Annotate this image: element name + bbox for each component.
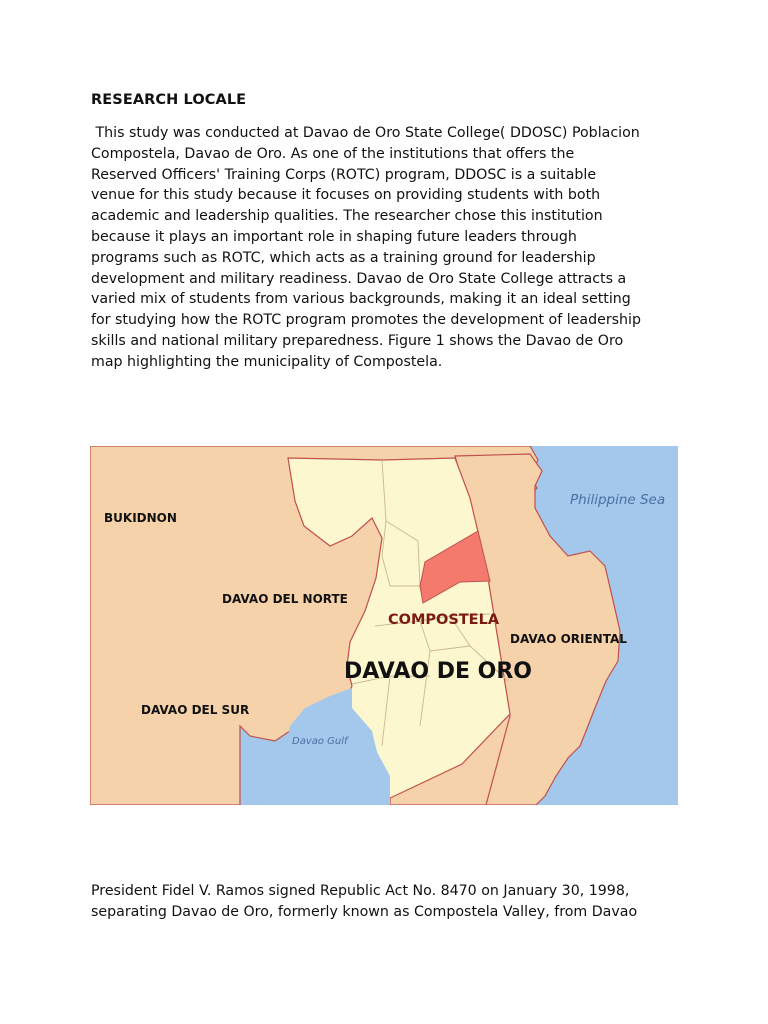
label-davao-del-norte: DAVAO DEL NORTE bbox=[222, 592, 348, 606]
text-line: Compostela, Davao de Oro. As one of the institutions that offers the bbox=[91, 145, 575, 162]
label-bukidnon: BUKIDNON bbox=[104, 511, 177, 525]
text-line: because it plays an important role in shaping future leaders through bbox=[91, 228, 577, 245]
text-line: programs such as ROTC, which acts as a training ground for leadership bbox=[91, 249, 596, 266]
text-line: Reserved Officers' Training Corps (ROTC) program, DDOSC is a suitable bbox=[91, 166, 597, 183]
text-line: This study was conducted at Davao de Oro State College( DDOSC) Poblacion bbox=[91, 125, 640, 141]
label-philippine-sea: Philippine Sea bbox=[570, 492, 666, 508]
section-heading: RESEARCH LOCALE bbox=[91, 92, 247, 108]
label-davao-de-oro: DAVAO DE ORO bbox=[344, 659, 533, 684]
text-line: academic and leadership qualities. The researcher chose this institution bbox=[91, 208, 603, 225]
davao-de-oro-map-figure bbox=[90, 446, 678, 805]
label-davao-gulf: Davao Gulf bbox=[292, 736, 348, 747]
label-davao-del-sur: DAVAO DEL SUR bbox=[141, 703, 250, 717]
label-davao-oriental: DAVAO ORIENTAL bbox=[510, 632, 627, 646]
label-compostela: COMPOSTELA bbox=[388, 612, 500, 628]
text-line: development and military readiness. Davao de Oro State College attracts a bbox=[91, 270, 627, 287]
body-paragraph-1 bbox=[91, 123, 691, 373]
text-line: map highlighting the municipality of Compostela. bbox=[91, 353, 443, 370]
map-svg bbox=[90, 446, 678, 805]
text-line: for studying how the ROTC program promotes the development of leadership bbox=[91, 312, 641, 329]
text-line: separating Davao de Oro, formerly known as Compostela Valley, from Davao bbox=[91, 903, 638, 920]
text-line: President Fidel V. Ramos signed Republic Act No. 8470 on January 30, 1998, bbox=[91, 883, 630, 899]
text-line: venue for this study because it focuses on providing students with both bbox=[91, 187, 601, 204]
body-paragraph-2 bbox=[91, 881, 691, 923]
text-line: skills and national military preparedness. Figure 1 shows the Davao de Oro bbox=[91, 332, 624, 349]
text-line: varied mix of students from various backgrounds, making it an ideal setting bbox=[91, 291, 631, 308]
